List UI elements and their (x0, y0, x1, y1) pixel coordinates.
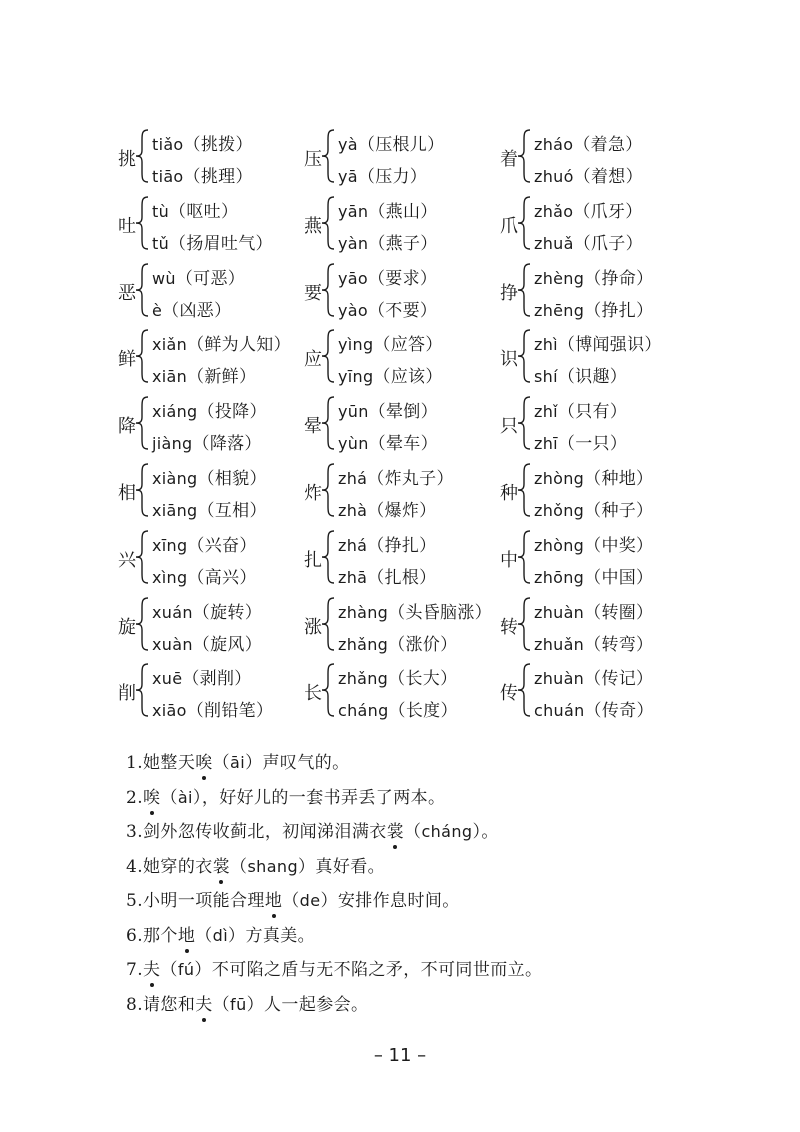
reading-line: yā（压力） (338, 167, 428, 187)
reading-line: xìng（高兴） (152, 567, 257, 588)
reading-line: zhá（炸丸子） (338, 469, 454, 489)
polyphone-entry (304, 195, 494, 255)
emphasized-char: 地 (178, 921, 195, 946)
example-sentence: 8.请您和夫（fū）人一起参会。 (126, 990, 368, 1015)
polyphone-char: 晕 (304, 416, 322, 438)
pinyin: tù (152, 201, 170, 221)
sentence-prefix: 4.她穿的衣 (126, 856, 213, 877)
reading-line: xiāo（削铅笔） (152, 701, 274, 722)
polyphone-char: 只 (500, 416, 518, 438)
example-word: 只有 (575, 402, 610, 423)
polyphone-entry (304, 596, 494, 656)
polyphone-char: 长 (304, 683, 322, 705)
polyphone-entry (304, 462, 494, 522)
pinyin: zháo (534, 135, 574, 154)
example-word: 降落 (209, 434, 245, 455)
brace-icon (135, 529, 149, 585)
pinyin: zhǐ (534, 402, 558, 422)
reading-line: xiān（新鲜） (152, 367, 257, 388)
polyphone-entry (500, 395, 690, 455)
brace-icon (135, 462, 149, 518)
pinyin: shí (534, 367, 558, 387)
polyphone-entry (304, 328, 494, 388)
polyphone-char: 炸 (304, 483, 322, 504)
reading-line: zhā（扎根） (338, 567, 437, 588)
reading-line: xiǎn（鲜为人知） (152, 335, 291, 356)
example-word: 长大 (405, 669, 441, 690)
polyphone-char: 吐 (118, 215, 136, 237)
reading-line: xiáng（投降） (152, 402, 267, 423)
emphasized-char: 夫 (195, 990, 212, 1015)
reading-line: yūn（晕倒） (338, 402, 438, 423)
example-word: 互相 (214, 501, 250, 521)
polyphone-entry (304, 395, 494, 455)
reading-line: zhǒng（种子） (534, 501, 654, 521)
pinyin: fú (177, 960, 195, 979)
example-word: 削铅笔 (204, 701, 256, 722)
pinyin: yà (338, 135, 358, 154)
pinyin: chuán (534, 701, 585, 721)
example-word: 旋转 (210, 602, 245, 623)
sentence-prefix: 3.剑外忽传收蓟北，初闻涕泪满衣 (126, 822, 387, 842)
pinyin: zhǎng (338, 669, 389, 689)
polyphone-entry (118, 328, 308, 388)
pinyin: zhì (534, 335, 558, 355)
pinyin: zhǒng (534, 501, 585, 520)
reading-line: xiāng（互相） (152, 501, 267, 521)
reading-line: yān（燕山） (338, 201, 438, 222)
pinyin: zhuàn (534, 602, 585, 622)
brace-icon (135, 128, 149, 184)
example-word: 转圈 (601, 602, 637, 623)
polyphone-entry (304, 662, 494, 722)
pinyin: zhuó (534, 167, 574, 186)
reading-line: yìng（应答） (338, 335, 443, 356)
example-word: 挣扎 (601, 300, 637, 321)
example-word: 兴奋 (204, 535, 240, 556)
example-word: 识趣 (575, 367, 610, 388)
polyphone-char: 相 (118, 483, 136, 504)
example-word: 头昏脑涨 (405, 602, 475, 623)
example-word: 传记 (601, 669, 637, 690)
reading-line: zhòng（种地） (534, 469, 654, 489)
example-word: 一只 (575, 434, 610, 455)
example-word: 扬眉吐气 (186, 233, 256, 254)
example-word: 博闻强识 (575, 335, 645, 356)
polyphone-entry (500, 262, 690, 322)
brace-icon (517, 596, 531, 652)
polyphone-char: 种 (500, 483, 518, 504)
emphasized-char: 唉 (143, 783, 160, 808)
polyphone-char: 挣 (500, 282, 518, 304)
pinyin: dì (212, 925, 229, 945)
sentence-suffix: 方真美。 (245, 925, 316, 946)
example-word: 高兴 (204, 567, 240, 588)
brace-icon (517, 262, 531, 318)
pinyin: shang (247, 856, 299, 876)
polyphone-char: 燕 (304, 215, 322, 237)
pinyin: zhuàn (534, 669, 585, 689)
pinyin: zhuǎ (534, 233, 574, 253)
example-word: 挣命 (601, 268, 637, 289)
pinyin: fū (230, 994, 247, 1014)
example-word: 投降 (214, 402, 250, 423)
pinyin: zhī (534, 434, 558, 454)
brace-icon (517, 128, 531, 184)
example-sentence: 2.唉（ài），好好儿的一套书弄丢了两本。 (126, 783, 445, 808)
sentence-suffix: 人一起参会。 (264, 994, 369, 1015)
reading-line: tù（呕吐） (152, 201, 239, 222)
example-word: 挣扎 (384, 535, 420, 556)
emphasized-char: 夫 (143, 955, 160, 980)
polyphone-char: 识 (500, 349, 518, 371)
reading-line: tǔ（扬眉吐气） (152, 233, 273, 254)
pinyin: yàn (338, 233, 369, 253)
brace-icon (321, 596, 335, 652)
sentence-suffix: 声叹气的。 (262, 753, 350, 773)
pinyin: yìng (338, 335, 374, 355)
reading-line: zhuàn（转圈） (534, 602, 654, 623)
pinyin: ài (177, 787, 193, 807)
brace-icon (517, 529, 531, 585)
reading-line: yùn（晕车） (338, 434, 438, 455)
pinyin: yùn (338, 434, 369, 454)
pinyin: xiāo (152, 701, 187, 721)
pinyin: zhòng (534, 535, 585, 555)
reading-line: chuán（传奇） (534, 701, 654, 722)
pinyin: zhà (338, 501, 368, 520)
polyphone-char: 涨 (304, 616, 322, 638)
reading-line: zhuàn（传记） (534, 669, 654, 690)
reading-line: tiāo（挑理） (152, 167, 253, 187)
pinyin: zhàng (338, 602, 389, 622)
pinyin: zhòng (534, 469, 585, 488)
example-word: 炸丸子 (384, 469, 437, 489)
reading-line: xuàn（旋风） (152, 634, 262, 655)
polyphone-entry (118, 529, 308, 589)
example-word: 剥削 (199, 669, 235, 690)
brace-icon (517, 395, 531, 451)
example-word: 凶恶 (179, 300, 215, 321)
brace-icon (321, 529, 335, 585)
brace-icon (321, 395, 335, 451)
polyphone-char: 恶 (118, 282, 136, 304)
example-sentence: 6.那个地（dì）方真美。 (126, 921, 315, 946)
pinyin: xiǎn (152, 335, 188, 355)
polyphone-entry (500, 195, 690, 255)
reading-line: zhǎng（涨价） (338, 634, 458, 655)
reading-line: zháo（着急） (534, 135, 643, 155)
example-word: 爆炸 (384, 501, 420, 521)
polyphone-char: 转 (500, 616, 518, 638)
reading-line: yīng（应该） (338, 367, 443, 388)
pinyin: zhuǎn (534, 634, 585, 654)
polyphone-char: 削 (118, 683, 136, 705)
brace-icon (321, 262, 335, 318)
reading-line: zhōng（中国） (534, 567, 654, 588)
sentence-suffix: 不可陷之盾与无不陷之矛，不可同世而立。 (211, 960, 543, 980)
example-word: 中奖 (601, 535, 637, 556)
reading-line: zhèng（挣命） (534, 268, 654, 289)
polyphone-char: 扎 (304, 549, 322, 571)
pinyin: zhǎng (338, 634, 389, 654)
brace-icon (517, 662, 531, 718)
pinyin: xìng (152, 567, 188, 587)
reading-line: xiàng（相貌） (152, 469, 267, 489)
pinyin: xiān (152, 367, 188, 387)
pinyin: xiāng (152, 501, 198, 520)
pinyin: de (299, 891, 321, 910)
polyphone-char: 兴 (118, 549, 136, 571)
pinyin: xīng (152, 535, 188, 555)
brace-icon (321, 662, 335, 718)
pinyin: yā (338, 167, 358, 186)
polyphone-char: 着 (500, 149, 518, 170)
sentence-prefix: 6.那个 (126, 925, 178, 946)
brace-icon (321, 462, 335, 518)
pinyin: yān (338, 201, 369, 221)
example-word: 新鲜 (204, 367, 239, 388)
reading-line: cháng（长度） (338, 701, 458, 722)
polyphone-char: 降 (118, 416, 136, 438)
example-word: 呕吐 (186, 201, 221, 222)
pinyin: wù (152, 268, 176, 288)
polyphone-entry (500, 662, 690, 722)
example-word: 燕子 (385, 233, 421, 254)
brace-icon (135, 195, 149, 251)
polyphone-char: 旋 (118, 616, 136, 638)
reading-line: zhǎo（爪牙） (534, 201, 643, 222)
reading-line: wù（可恶） (152, 268, 246, 289)
polyphone-char: 爪 (500, 215, 518, 237)
pinyin: cháng (421, 822, 473, 841)
polyphone-entry (118, 462, 308, 522)
example-sentence: 7.夫（fú）不可陷之盾与无不陷之矛，不可同世而立。 (126, 955, 542, 980)
pinyin: xuán (152, 602, 193, 622)
emphasized-char: 裳 (387, 817, 404, 842)
example-word: 着想 (590, 167, 626, 187)
polyphone-char: 应 (304, 349, 322, 371)
polyphone-entry (118, 195, 308, 255)
reading-line: zhǐ（只有） (534, 402, 628, 423)
sentence-suffix: 真好看。 (315, 856, 386, 877)
example-word: 转弯 (601, 634, 637, 655)
emphasized-char: 唉 (195, 748, 212, 773)
example-word: 燕山 (385, 201, 421, 222)
example-word: 晕倒 (385, 402, 421, 423)
polyphone-char: 要 (304, 282, 322, 304)
reading-line: zhǎng（长大） (338, 669, 458, 690)
pinyin: zhōng (534, 567, 585, 587)
reading-line: yàn（燕子） (338, 233, 438, 254)
example-word: 晕车 (385, 434, 421, 455)
brace-icon (135, 328, 149, 384)
polyphone-char: 中 (500, 549, 518, 571)
example-word: 不要 (385, 300, 420, 321)
example-word: 传奇 (601, 701, 637, 722)
pinyin: zhèng (534, 268, 585, 288)
pinyin: yào (338, 300, 368, 320)
pinyin: xiàng (152, 469, 198, 488)
reading-line: xīng（兴奋） (152, 535, 257, 556)
pinyin: xuē (152, 669, 183, 689)
polyphone-char: 传 (500, 683, 518, 705)
brace-icon (517, 462, 531, 518)
reading-line: tiǎo（挑拨） (152, 135, 253, 155)
polyphone-entry (500, 529, 690, 589)
example-word: 爪子 (591, 233, 626, 254)
example-word: 鲜为人知 (204, 335, 274, 356)
brace-icon (135, 596, 149, 652)
polyphone-entry (118, 662, 308, 722)
example-word: 应该 (390, 367, 426, 388)
polyphone-entry (304, 128, 494, 188)
pinyin: tiǎo (152, 135, 184, 154)
example-word: 种子 (601, 501, 637, 521)
polyphone-char: 鲜 (118, 349, 136, 371)
reading-line: zhēng（挣扎） (534, 300, 654, 321)
example-word: 压根儿 (375, 135, 428, 155)
example-sentence: 5.小明一项能合理地（de）安排作息时间。 (126, 886, 460, 911)
pinyin: zhǎo (534, 201, 574, 221)
example-word: 挑拨 (200, 135, 236, 155)
pinyin: cháng (338, 701, 389, 721)
pinyin: xiáng (152, 402, 198, 422)
polyphone-entry (118, 128, 308, 188)
reading-line: shí（识趣） (534, 367, 628, 388)
sentence-prefix: 2. (126, 787, 144, 808)
polyphone-entry (118, 395, 308, 455)
polyphone-entry (500, 462, 690, 522)
example-word: 长度 (405, 701, 441, 722)
example-word: 相貌 (214, 469, 250, 489)
reading-line: zhī（一只） (534, 434, 628, 455)
brace-icon (135, 262, 149, 318)
example-word: 扎根 (384, 567, 420, 588)
pinyin: zhā (338, 567, 368, 587)
pinyin: zhá (338, 469, 368, 488)
example-word: 挑理 (200, 167, 236, 187)
reading-line: zhuó（着想） (534, 167, 643, 187)
sentence-suffix: ，好好儿的一套书弄丢了两本。 (201, 787, 446, 808)
reading-line: xuán（旋转） (152, 602, 262, 623)
example-sentence: 1.她整天唉（āi）声叹气的。 (126, 748, 350, 773)
sentence-prefix: 1.她整天 (126, 753, 196, 773)
example-sentence: 4.她穿的衣裳（shang）真好看。 (126, 852, 385, 877)
emphasized-char: 裳 (213, 852, 230, 877)
polyphone-entry (500, 328, 690, 388)
reading-line: zhì（博闻强识） (534, 335, 662, 356)
example-word: 压力 (375, 167, 410, 187)
sentence-suffix: 安排作息时间。 (337, 891, 460, 911)
reading-line: zhuǎn（转弯） (534, 634, 654, 655)
reading-line: è（凶恶） (152, 300, 232, 321)
example-word: 种地 (601, 469, 637, 489)
reading-line: yà（压根儿） (338, 135, 445, 155)
pinyin: tǔ (152, 233, 170, 253)
emphasized-char: 地 (265, 886, 282, 911)
example-word: 应答 (390, 335, 426, 356)
polyphone-entry (118, 596, 308, 656)
polyphone-entry (118, 262, 308, 322)
pinyin: xuàn (152, 634, 193, 654)
example-sentence: 3.剑外忽传收蓟北，初闻涕泪满衣裳（cháng）。 (126, 817, 499, 842)
sentence-prefix: 8.请您和 (126, 994, 196, 1015)
pinyin: zhá (338, 535, 368, 555)
reading-line: zhuǎ（爪子） (534, 233, 643, 254)
polyphone-entry (304, 262, 494, 322)
polyphone-entry (500, 596, 690, 656)
pinyin: zhēng (534, 300, 585, 320)
polyphone-entry (500, 128, 690, 188)
polyphone-entry (304, 529, 494, 589)
reading-line: yào（不要） (338, 300, 438, 321)
pinyin: è (152, 300, 163, 320)
brace-icon (135, 395, 149, 451)
example-word: 爪牙 (590, 201, 626, 222)
pinyin: tiāo (152, 167, 184, 186)
example-word: 要求 (385, 268, 420, 289)
example-word: 可恶 (193, 268, 228, 289)
example-word: 着急 (590, 135, 626, 155)
example-word: 涨价 (405, 634, 441, 655)
brace-icon (517, 195, 531, 251)
page-number: – 11 – (373, 1045, 427, 1066)
reading-line: zhòng（中奖） (534, 535, 654, 556)
sentence-prefix: 7. (126, 960, 144, 980)
reading-line: zhàng（头昏脑涨） (338, 602, 492, 623)
pinyin: yīng (338, 367, 374, 387)
brace-icon (517, 328, 531, 384)
brace-icon (321, 328, 335, 384)
reading-line: jiàng（降落） (152, 434, 262, 455)
pinyin: āi (230, 753, 246, 772)
pinyin: yāo (338, 268, 368, 288)
polyphone-char: 压 (304, 149, 322, 170)
pinyin: jiàng (152, 434, 193, 454)
reading-line: zhà（爆炸） (338, 501, 437, 521)
reading-line: yāo（要求） (338, 268, 438, 289)
pinyin: yūn (338, 402, 369, 422)
brace-icon (321, 195, 335, 251)
example-word: 旋风 (210, 634, 245, 655)
reading-line: xuē（剥削） (152, 669, 252, 690)
polyphone-char: 挑 (118, 149, 136, 170)
brace-icon (135, 662, 149, 718)
brace-icon (321, 128, 335, 184)
example-word: 中国 (601, 567, 637, 588)
reading-line: zhá（挣扎） (338, 535, 437, 556)
sentence-prefix: 5.小明一项能合理 (126, 891, 265, 911)
sentence-suffix: 。 (481, 822, 499, 842)
